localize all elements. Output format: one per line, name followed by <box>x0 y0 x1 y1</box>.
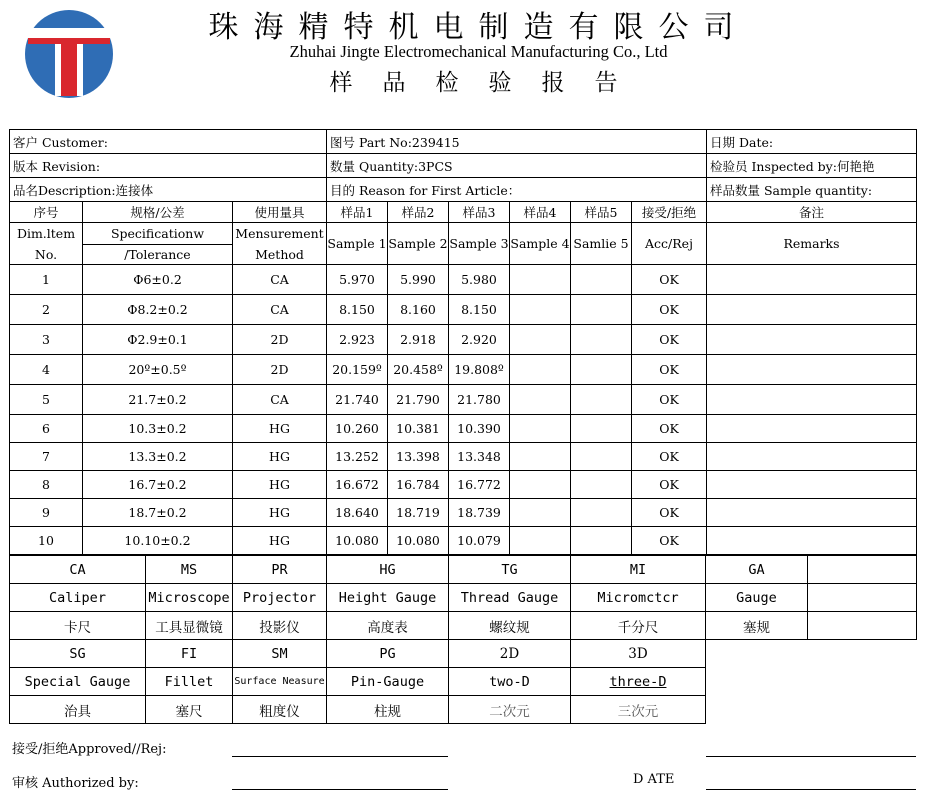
head-acc-cn: 接受/拒绝 <box>632 202 707 223</box>
customer-cell: 客户 Customer: <box>10 130 327 154</box>
legend-en-height-gauge: Height Gauge <box>327 584 449 612</box>
head-no-en: Dim.ltem <box>10 223 83 245</box>
cell-s4 <box>510 295 571 325</box>
cell-s2: 21.790 <box>388 385 449 415</box>
cell-remark <box>707 385 917 415</box>
legend-cn-pin-gauge: 柱规 <box>327 696 449 724</box>
cell-s5 <box>571 471 632 499</box>
head-method-cn: 使用量具 <box>233 202 327 223</box>
cell-method: CA <box>233 265 327 295</box>
cell-no: 7 <box>10 443 83 471</box>
cell-s5 <box>571 295 632 325</box>
cell-method: 2D <box>233 355 327 385</box>
legend-en-projector: Projector <box>233 584 327 612</box>
cell-s3: 2.920 <box>449 325 510 355</box>
cell-no: 6 <box>10 415 83 443</box>
cell-s5 <box>571 385 632 415</box>
cell-remark <box>707 265 917 295</box>
cell-remark <box>707 415 917 443</box>
description-cell: 品名Description:连接体 <box>10 178 327 202</box>
cell-s3: 13.348 <box>449 443 510 471</box>
authorized-label: 审核 Authorized by: <box>12 776 139 791</box>
table-row <box>10 443 917 471</box>
part-no-cell: 图号 Part No:239415 <box>327 130 707 154</box>
cell-remark <box>707 471 917 499</box>
table-row <box>10 295 917 325</box>
legend-code-sg: SG <box>10 640 146 668</box>
cell-acc: OK <box>632 265 707 295</box>
cell-no: 5 <box>10 385 83 415</box>
cell-acc: OK <box>632 295 707 325</box>
cell-s3: 10.079 <box>449 527 510 555</box>
cell-s5 <box>571 443 632 471</box>
legend-en-two-d: two-D <box>449 668 571 696</box>
head-s2-en: Sample 2 <box>388 223 449 265</box>
cell-s1: 16.672 <box>327 471 388 499</box>
approved-signature-line[interactable] <box>232 756 448 757</box>
cell-remark <box>707 443 917 471</box>
cell-s1: 10.080 <box>327 527 388 555</box>
legend-code-pr: PR <box>233 556 327 584</box>
legend-code-3d: 3D <box>571 640 706 668</box>
legend-code-sm: SM <box>233 640 327 668</box>
cell-s2: 18.719 <box>388 499 449 527</box>
head-s4-en: Sample 4 <box>510 223 571 265</box>
cell-s1: 20.159º <box>327 355 388 385</box>
legend-blank <box>808 584 917 612</box>
legend-empty <box>808 640 917 668</box>
legend-cn-caliper: 卡尺 <box>10 612 146 640</box>
cell-method: HG <box>233 499 327 527</box>
cell-method: CA <box>233 295 327 325</box>
cell-spec: Φ6±0.2 <box>83 265 233 295</box>
legend-cn-height-gauge: 高度表 <box>327 612 449 640</box>
cell-s3: 21.780 <box>449 385 510 415</box>
table-row <box>10 471 917 499</box>
cell-no: 10 <box>10 527 83 555</box>
cell-spec: 10.10±0.2 <box>83 527 233 555</box>
legend-cn-gauge: 塞规 <box>706 612 808 640</box>
cell-remark <box>707 355 917 385</box>
cell-s4 <box>510 355 571 385</box>
table-row <box>10 415 917 443</box>
cell-spec: 16.7±0.2 <box>83 471 233 499</box>
cell-s1: 13.252 <box>327 443 388 471</box>
measurement-table <box>9 201 917 555</box>
cell-s1: 8.150 <box>327 295 388 325</box>
cell-spec: 10.3±0.2 <box>83 415 233 443</box>
cell-s2: 5.990 <box>388 265 449 295</box>
cell-s5 <box>571 499 632 527</box>
cell-s4 <box>510 499 571 527</box>
legend-en-fillet: Fillet <box>146 668 233 696</box>
cell-s5 <box>571 355 632 385</box>
cell-s1: 5.970 <box>327 265 388 295</box>
head-spec-cn: 规格/公差 <box>83 202 233 223</box>
cell-s2: 13.398 <box>388 443 449 471</box>
cell-s5 <box>571 415 632 443</box>
table-row <box>10 355 917 385</box>
legend-cn-micrometer: 千分尺 <box>571 612 706 640</box>
cell-s2: 16.784 <box>388 471 449 499</box>
table-row <box>10 265 917 295</box>
legend-cn-microscope: 工具显微镜 <box>146 612 233 640</box>
report-title: 样品检验报告 <box>329 70 648 96</box>
table-row <box>10 499 917 527</box>
cell-acc: OK <box>632 325 707 355</box>
quantity-cell: 数量 Quantity:3PCS <box>327 154 707 178</box>
head-s3-cn: 样品3 <box>449 202 510 223</box>
legend-code-mi: MI <box>571 556 706 584</box>
cell-spec: 20º±0.5º <box>83 355 233 385</box>
legend-cn-fillet: 塞尺 <box>146 696 233 724</box>
cell-acc: OK <box>632 355 707 385</box>
legend-cn-two-d: 二次元 <box>449 696 571 724</box>
head-remark-cn: 备注 <box>707 202 917 223</box>
cell-acc: OK <box>632 443 707 471</box>
approved-date-line[interactable] <box>706 756 916 757</box>
cell-no: 4 <box>10 355 83 385</box>
cell-s2: 20.458º <box>388 355 449 385</box>
legend-en-micrometer: Micromctcr <box>571 584 706 612</box>
head-spec-en2: /Tolerance <box>83 245 233 265</box>
cell-s2: 10.080 <box>388 527 449 555</box>
legend-en-special-gauge: Special Gauge <box>10 668 146 696</box>
cell-s5 <box>571 325 632 355</box>
cell-s4 <box>510 527 571 555</box>
info-table <box>9 129 917 202</box>
head-spec-en: Specificationw <box>83 223 233 245</box>
cell-s3: 8.150 <box>449 295 510 325</box>
cell-s2: 8.160 <box>388 295 449 325</box>
gauge-legend-table <box>9 555 917 724</box>
legend-cn-thread-gauge: 螺纹规 <box>449 612 571 640</box>
date-label: D ATE <box>633 772 675 787</box>
cell-acc: OK <box>632 527 707 555</box>
table-row <box>10 325 917 355</box>
cell-spec: 18.7±0.2 <box>83 499 233 527</box>
legend-empty <box>706 668 808 696</box>
cell-s3: 19.808º <box>449 355 510 385</box>
cell-s4 <box>510 415 571 443</box>
legend-en-three-d: three-D <box>571 668 706 696</box>
legend-en-caliper: Caliper <box>10 584 146 612</box>
head-method-en2: Method <box>233 245 327 265</box>
cell-s5 <box>571 265 632 295</box>
legend-code-fi: FI <box>146 640 233 668</box>
legend-code-ga: GA <box>706 556 808 584</box>
sample-qty-cell: 样品数量 Sample quantity: <box>707 178 917 202</box>
cell-spec: 21.7±0.2 <box>83 385 233 415</box>
cell-spec: Φ2.9±0.1 <box>83 325 233 355</box>
legend-cn-surface-measure: 粗度仪 <box>233 696 327 724</box>
cell-method: 2D <box>233 325 327 355</box>
legend-en-surface-measure: Surface Neasure <box>233 668 327 696</box>
cell-method: CA <box>233 385 327 415</box>
legend-cn-special-gauge: 治具 <box>10 696 146 724</box>
legend-code-hg: HG <box>327 556 449 584</box>
legend-empty <box>706 696 808 724</box>
legend-en-microscope: Microscope <box>146 584 233 612</box>
date-signature-line[interactable] <box>706 789 916 790</box>
cell-remark <box>707 295 917 325</box>
cell-s2: 2.918 <box>388 325 449 355</box>
head-s3-en: Sample 3 <box>449 223 510 265</box>
cell-s3: 10.390 <box>449 415 510 443</box>
legend-en-thread-gauge: Thread Gauge <box>449 584 571 612</box>
cell-no: 1 <box>10 265 83 295</box>
legend-blank <box>808 612 917 640</box>
authorized-signature-line[interactable] <box>232 789 448 790</box>
cell-method: HG <box>233 415 327 443</box>
inspector-cell: 检验员 Inspected by:何艳艳 <box>707 154 917 178</box>
reason-cell: 目的 Reason for First Article： <box>327 178 707 202</box>
cell-method: HG <box>233 527 327 555</box>
cell-s4 <box>510 385 571 415</box>
cell-acc: OK <box>632 385 707 415</box>
legend-en-pin-gauge: Pin-Gauge <box>327 668 449 696</box>
head-no-cn: 序号 <box>10 202 83 223</box>
cell-s4 <box>510 265 571 295</box>
cell-s5 <box>571 527 632 555</box>
cell-no: 3 <box>10 325 83 355</box>
legend-cn-projector: 投影仪 <box>233 612 327 640</box>
cell-s3: 5.980 <box>449 265 510 295</box>
date-cell: 日期 Date: <box>707 130 917 154</box>
legend-code-pg: PG <box>327 640 449 668</box>
cell-no: 8 <box>10 471 83 499</box>
legend-empty <box>808 696 917 724</box>
legend-empty <box>808 668 917 696</box>
legend-empty <box>706 640 808 668</box>
legend-cn-three-d: 三次元 <box>571 696 706 724</box>
head-no-en2: No. <box>10 245 83 265</box>
table-row <box>10 385 917 415</box>
cell-s4 <box>510 443 571 471</box>
table-row <box>10 527 917 555</box>
legend-blank <box>808 556 917 584</box>
company-name-en: Zhuhai Jingte Electromechanical Manufacturing Co., Ltd <box>289 42 668 61</box>
head-acc-en: Acc/Rej <box>632 223 707 265</box>
head-s5-cn: 样品5 <box>571 202 632 223</box>
legend-code-ca: CA <box>10 556 146 584</box>
head-s5-en: Samlie 5 <box>571 223 632 265</box>
cell-acc: OK <box>632 471 707 499</box>
cell-s3: 16.772 <box>449 471 510 499</box>
company-name-cn: 珠海精特机电制造有限公司 <box>208 10 749 45</box>
cell-remark <box>707 527 917 555</box>
cell-s1: 10.260 <box>327 415 388 443</box>
cell-spec: Φ8.2±0.2 <box>83 295 233 325</box>
legend-code-ms: MS <box>146 556 233 584</box>
cell-s4 <box>510 325 571 355</box>
legend-en-gauge: Gauge <box>706 584 808 612</box>
legend-code-tg: TG <box>449 556 571 584</box>
cell-s1: 21.740 <box>327 385 388 415</box>
legend-code-2d: 2D <box>449 640 571 668</box>
head-s2-cn: 样品2 <box>388 202 449 223</box>
head-s1-cn: 样品1 <box>327 202 388 223</box>
revision-cell: 版本 Revision: <box>10 154 327 178</box>
cell-s4 <box>510 471 571 499</box>
head-s1-en: Sample 1 <box>327 223 388 265</box>
cell-s1: 2.923 <box>327 325 388 355</box>
cell-acc: OK <box>632 415 707 443</box>
head-remark-en: Remarks <box>707 223 917 265</box>
head-s4-cn: 样品4 <box>510 202 571 223</box>
cell-method: HG <box>233 443 327 471</box>
cell-s1: 18.640 <box>327 499 388 527</box>
cell-remark <box>707 499 917 527</box>
cell-s3: 18.739 <box>449 499 510 527</box>
approved-label: 接受/拒绝Approved//Rej: <box>12 742 167 757</box>
cell-no: 2 <box>10 295 83 325</box>
cell-s2: 10.381 <box>388 415 449 443</box>
cell-acc: OK <box>632 499 707 527</box>
cell-remark <box>707 325 917 355</box>
cell-method: HG <box>233 471 327 499</box>
cell-no: 9 <box>10 499 83 527</box>
cell-spec: 13.3±0.2 <box>83 443 233 471</box>
head-method-en: Mensurement <box>233 223 327 245</box>
